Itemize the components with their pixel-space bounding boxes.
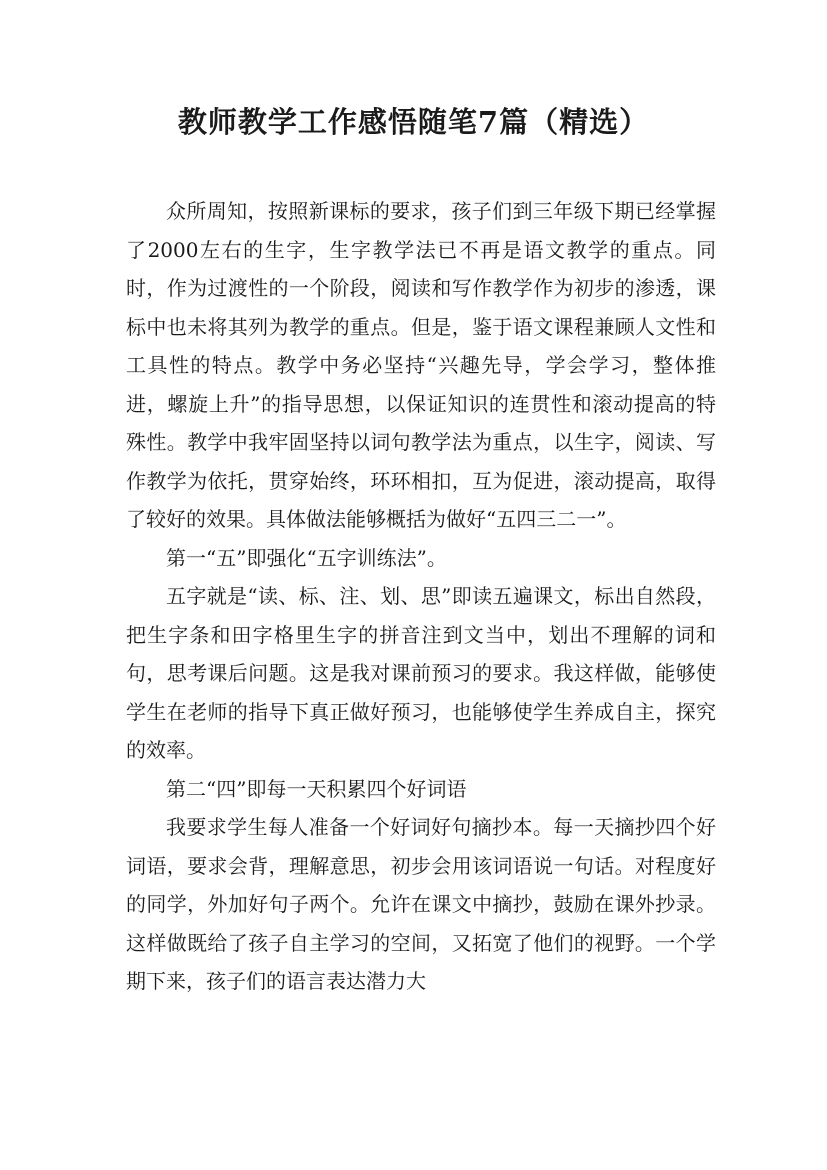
paragraph-heading-four: 第二“四”即每一天积累四个好词语 [166,776,467,801]
paragraph-good-words: 我要求学生每人准备一个好词好句摘抄本。每一天摘抄四个好词语，要求会背，理解意思，初步会用该词语说一句话。对程度好的同学，外加好句子两个。允许在课文中摘抄，鼓励在课外抄录。这样做既给了孩子自主学习的空间，又拓宽了他们的视野。一个学期下来，孩子们的语言表达潜力大 [126,815,716,993]
paragraph-intro: 众所周知，按照新课标的要求，孩子们到三年级下期已经掌握了2000左右的生字，生字教学法已不再是语文教学的重点。同时，作为过渡性的一个阶段，阅读和写作教学作为初步的渗透，课标中也未将其列为教学的重点。但是，鉴于语文课程兼顾人文性和工具性的特点。教学中务必坚持“兴趣先导，学会学习，整体推进，螺旋上升”的指导思想，以保证知识的连贯性和滚动提高的特殊性。教学中我牢固坚持以词句教学法为重点，以生字，阅读、写作教学为依托，贯穿始终，环环相扣，互为促进，滚动提高，取得了较好的效果。具体做法能够概括为做好“五四三二一”。 [126,199,716,531]
document-body [126,192,716,1001]
paragraph-heading-five: 第一“五”即强化“五字训练法”。 [166,545,447,570]
document-title: 教师教学工作感悟随笔7篇（精选） [177,105,650,139]
paragraph-five-characters: 五字就是“读、标、注、划、思”即读五遍课文，标出自然段，把生字条和田字格里生字的拼音注到文当中，划出不理解的词和句，思考课后问题。这是我对课前预习的要求。我这样做，能够使学生在老师的指导下真正做好预习，也能够使学生养成自主，探究的效率。 [126,584,716,762]
